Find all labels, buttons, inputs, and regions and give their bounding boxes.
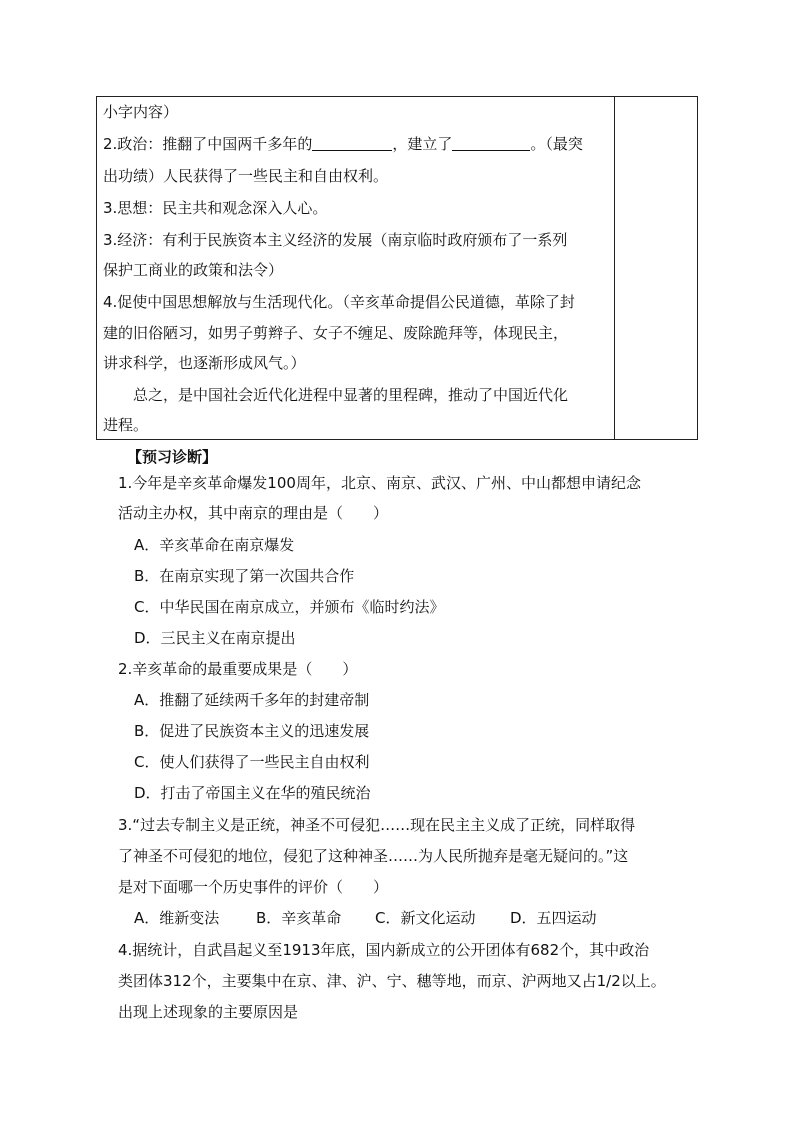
question-1-text: 活动主办权，其中南京的理由是（ ） — [118, 504, 389, 522]
question-3-option-b[interactable]: B．辛亥革命 — [256, 909, 342, 927]
fill-blank[interactable] — [312, 136, 392, 151]
question-3-option-a[interactable]: A．维新变法 — [134, 909, 220, 927]
question-4-text: 出现上述现象的主要原因是 — [118, 1003, 299, 1021]
question-2-option-c[interactable]: C．使人们获得了一些民主自由权利 — [134, 753, 370, 771]
question-1-option-a[interactable]: A．辛亥革命在南京爆发 — [134, 536, 295, 554]
table-line: 进程。 — [103, 416, 149, 434]
question-3-text: 是对下面哪一个历史事件的评价（ ） — [118, 878, 389, 896]
question-3-text: 了神圣不可侵犯的地位，侵犯了这种神圣……为人民所抛弃是毫无疑问的。”这 — [118, 847, 629, 865]
table-line: 3.经济：有利于民族资本主义经济的发展（南京临时政府颁布了一系列 — [103, 231, 568, 249]
politics-text-3: 。（最突 — [530, 135, 583, 153]
question-1-option-d[interactable]: D．三民主义在南京提出 — [134, 629, 296, 647]
politics-text-1: 2.政治：推翻了中国两千多年的 — [103, 135, 313, 153]
table-line: 保护工商业的政策和法令） — [103, 261, 284, 279]
question-4-text: 类团体312个，主要集中在京、津、沪、宁、穗等地，而京、沪两地又占1/2以上。 — [118, 972, 666, 990]
question-3-option-c[interactable]: C．新文化运动 — [375, 909, 476, 927]
question-1-option-b[interactable]: B．在南京实现了第一次国共合作 — [134, 567, 355, 585]
section-title: 【预习诊断】 — [127, 448, 218, 466]
table-line: 建的旧俗陋习，如男子剪辫子、女子不缠足、废除跪拜等，体现民主， — [103, 324, 569, 342]
question-4-text: 4.据统计，自武昌起义至1913年底，国内新成立的公开团体有682个，其中政治 — [118, 941, 650, 959]
fill-blank[interactable] — [452, 136, 530, 151]
table-line: 讲求科学，也逐渐形成风气。） — [103, 354, 306, 372]
question-1-text: 1.今年是辛亥革命爆发100周年，北京、南京、武汉、广州、中山都想申请纪念 — [118, 474, 641, 492]
politics-text-2: ，建立了 — [392, 135, 453, 153]
question-2-option-d[interactable]: D．打击了帝国主义在华的殖民统治 — [134, 784, 371, 802]
table-line: 3.思想：民主共和观念深入人心。 — [103, 199, 328, 217]
question-2-option-b[interactable]: B．促进了民族资本主义的迅速发展 — [134, 722, 370, 740]
question-1-option-c[interactable]: C．中华民国在南京成立，并颁布《临时约法》 — [134, 598, 445, 616]
table-line: 出功绩）人民获得了一些民主和自由权利。 — [103, 167, 389, 185]
question-2-text: 2.辛亥革命的最重要成果是（ ） — [118, 660, 358, 678]
summary-table — [96, 96, 698, 440]
table-line: 4.促使中国思想解放与生活现代化。（辛亥革命提倡公民道德，革除了封 — [103, 293, 575, 311]
question-2-option-a[interactable]: A．推翻了延续两千多年的封建帝制 — [134, 691, 370, 709]
table-column-divider — [614, 97, 615, 439]
table-line-summary: 总之，是中国社会近代化进程中显著的里程碑，推动了中国近代化 — [133, 386, 569, 404]
question-3-text: 3.“过去专制主义是正统，神圣不可侵犯……现在民主主义成了正统，同样取得 — [118, 816, 636, 834]
question-3-option-d[interactable]: D．五四运动 — [510, 909, 597, 927]
table-line: 小字内容） — [103, 103, 179, 121]
table-line-politics — [103, 134, 611, 156]
